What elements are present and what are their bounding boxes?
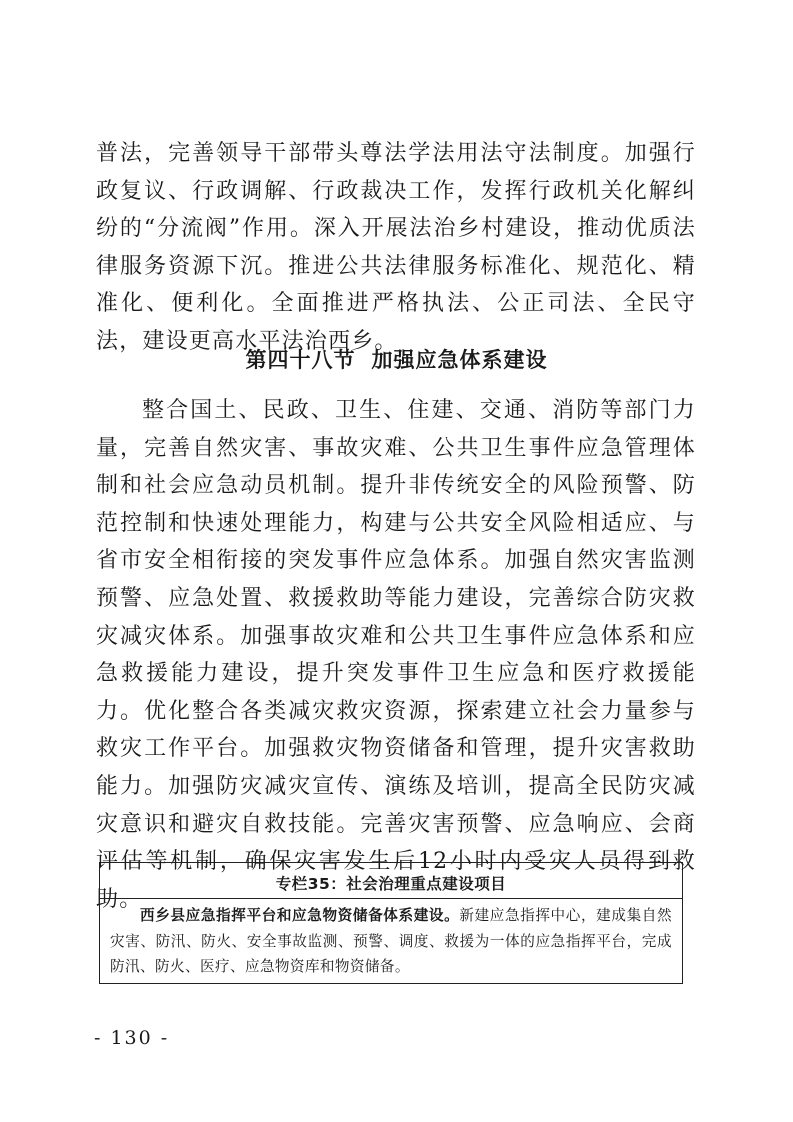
box-divider xyxy=(100,898,682,899)
box-title: 专栏35：社会治理重点建设项目 xyxy=(275,875,507,893)
section-heading xyxy=(0,344,793,374)
paragraph-rule-of-law: 普法，完善领导干部带头尊法学法用法守法制度。加强行政复议、行政调解、行政裁决工作，发挥行政机关化解纠纷的“分流阀”作用。深入开展法治乡村建设，推动优质法律服务资源下沉。推进公共法律服务标准化、规范化、精准化、便利化。全面推进严格执法、公正司法、全民守法，建设更高水平法治西乡。 xyxy=(96,141,696,354)
page-number: - 130 - xyxy=(94,1027,170,1049)
section-number: 第四十八节 xyxy=(245,348,356,372)
section-title: 加强应急体系建设 xyxy=(371,348,548,372)
box-lead: 西乡县应急指挥平台和应急物资储备体系建设。 xyxy=(140,907,460,924)
project-column-box xyxy=(99,862,683,984)
box-body xyxy=(110,903,672,980)
box-text: 新建应急指挥中心，建成集自然灾害、防汛、防火、安全事故监测、预警、调度、救援为一体的应急指挥平台，完成防汛、防火、医疗、应急物资库和物资储备。 xyxy=(110,907,672,975)
paragraph-emergency-system: 整合国土、民政、卫生、住建、交通、消防等部门力量，完善自然灾害、事故灾难、公共卫生事件应急管理体制和社会应急动员机制。提升非传统安全的风险预警、防范控制和快速处理能力，构建与公共安全风险相适应、与省市安全相衔接的突发事件应急体系。加强自然灾害监测预警、应急处置、救援救助等能力建设，完善综合防灾救灾减灾体系。加强事故灾难和公共卫生事件应急体系和应急救援能力建设，提升突发事件卫生应急和医疗救援能力。优化整合各类减灾救灾资源，探索建立社会力量参与救灾工作平台。加强救灾物资储备和管理，提升灾害救助能力。加强防灾减灾宣传、演练及培训，提高全民防灾减灾意识和避灾自救技能。完善灾害预警、应急响应、会商评估等机制，确保灾害发生后12小时内受灾人员得到救助。 xyxy=(96,398,696,912)
